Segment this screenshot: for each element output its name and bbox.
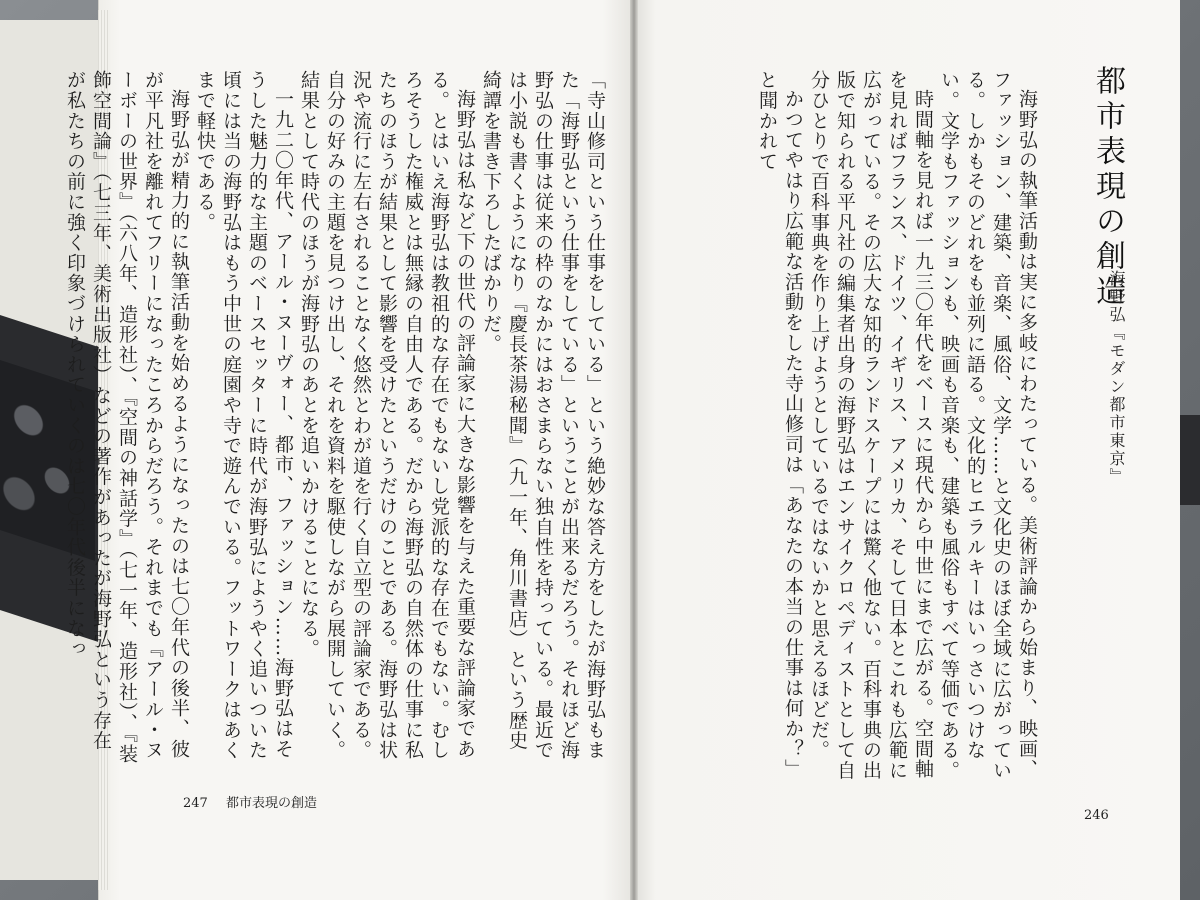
left-running-head: 都市表現の創造 <box>225 796 317 811</box>
right-paragraph-2: 時間軸を見れば一九三〇年代をベースに現代から中世にまで広がる。空間軸を見ればフランス、ドイツ、イギリス、アメリカ、そして日本とこれも広範に広がっている。その広大な知的ランドスケープには驚く他ない。百科事典の出版で知られる平凡社の編集者出身の海野弘はエンサイクロペディストとして自分ひとりで百科事典を作り上げようとしているではないかと思えるほどだ。 <box>808 70 934 781</box>
right-page-body <box>660 70 1040 795</box>
book-gutter <box>630 0 638 900</box>
left-paragraph-2: 海野弘は私など下の世代の評論家に大きな影響を与えた重要な評論家である。とはいえ海野弘は教祖的な存在でもないし党派的な存在でもない。むしろそうした権威とは無縁の自由人である。だから海野弘の自然体の仕事に私たちのほうが結果として影響を受けたというだけのことである。海野弘は状況や流行に左右されることなく悠然とわが道を行く自立型の評論家である。自分の好みの主題を見つけ出し、それを資料を駆使しながら展開していく。結果として時代のほうが海野弘のあとを追いかけることになる。 <box>298 70 476 761</box>
left-paragraph-1: 「寺山修司という仕事をしている」という絶妙な答え方をしたが海野弘もまた「海野弘という仕事をしている」ということが出来るだろう。それほど海野弘の仕事は従来の枠のなかにはおさまらない独自性を持っている。最近では小説も書くようになり『慶長茶湯秘聞』（九一年、角川書店）という歴史綺譚を書き下ろしたばかりだ。 <box>480 70 606 761</box>
left-folio <box>183 792 317 811</box>
left-paragraph-4: 海野弘が精力的に執筆活動を始めるようになったのは七〇年代の後半、彼が平凡社を離れてフリーになったころからだろう。それまでも『アール・ヌーボーの世界』（六八年、造形社）、『空間の神話学』（七一年、造形社）、『装飾空間論』（七三年、美術出版社）などの著作があったが海野弘という存在が私たちの前に強く印象づけられていくのは七〇年代後半になっ <box>64 70 190 765</box>
right-paragraph-1: 海野弘の執筆活動は実に多岐にわたっている。美術評論から始まり、映画、ファッション、建築、音楽、風俗、文学……と文化史のほぼ全域に広がっている。しかもそのどれをも並列に語る。文化的ヒエラルキーはいっさいつけない。文学もファッションも、映画も音楽も、建築も風俗もすべて等価である。 <box>938 70 1038 781</box>
source-citation: 海野弘『モダン都市東京』 <box>1107 270 1126 486</box>
chapter-title: 都市表現の創造 <box>1090 65 1125 310</box>
right-paragraph-3: かつてやはり広範な活動をした寺山修司は「あなたの本当の仕事は何か？」と聞かれて <box>756 70 804 780</box>
left-page-number: 247 <box>183 796 208 811</box>
left-paragraph-3: 一九二〇年代、アール・ヌーヴォー、都市、ファッション……海野弘はそうした魅力的な主題のベースセッターに時代が海野弘にようやく追いついた頃には当の海野弘はもう中世の庭園や寺で遊んでいる。フットワークはあくまで軽快である。 <box>194 70 294 761</box>
right-page-number: 246 <box>1084 808 1109 823</box>
left-page-body <box>64 70 608 770</box>
